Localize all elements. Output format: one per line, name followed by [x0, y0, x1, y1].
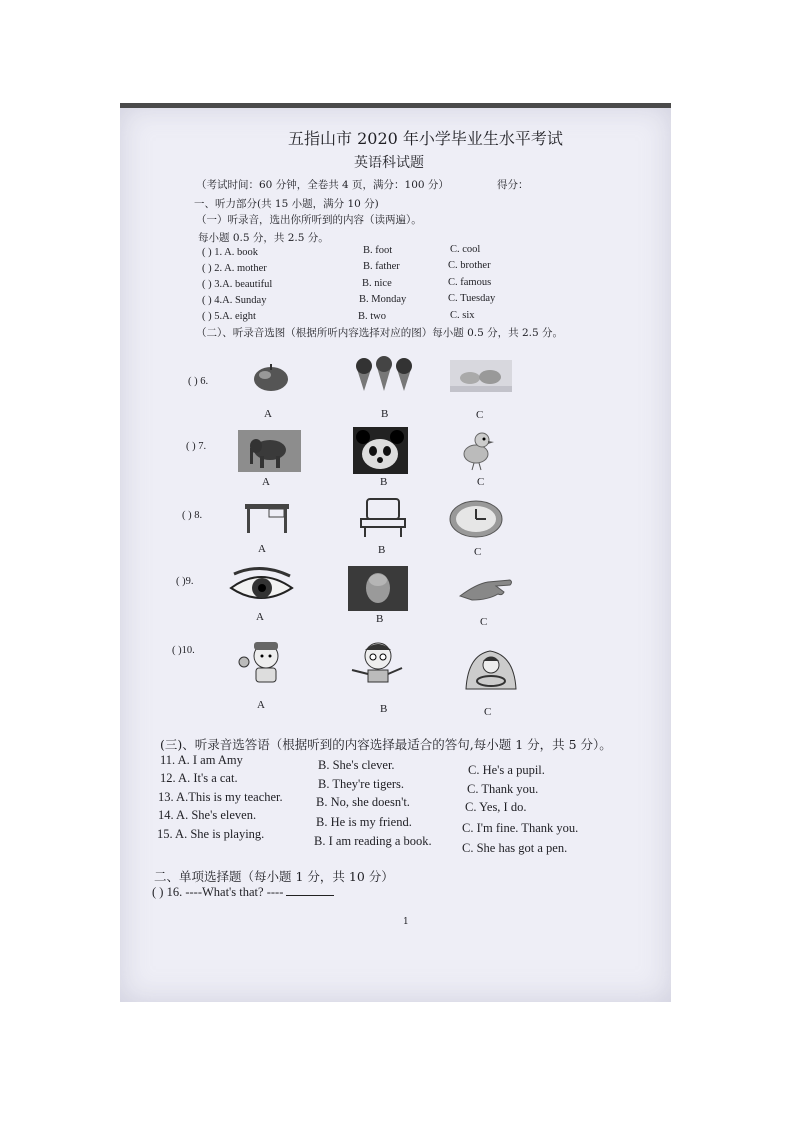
sec3-item-14-a: 14. A. She's eleven.	[158, 808, 257, 822]
q7-label-c: C	[477, 476, 485, 488]
driver-picture	[462, 645, 520, 693]
sec2-title: （二）、听录音选图（根据所听内容选择对应的图）每小题 0.5 分，共 2.5 分。	[196, 327, 563, 339]
score-label: 得分：	[497, 179, 529, 191]
hand-picture	[458, 572, 514, 606]
sec1-item-1-b: B. foot	[363, 245, 393, 256]
bird-picture	[456, 428, 496, 473]
q7-number: ( ) 7.	[186, 441, 207, 452]
panda-picture	[353, 427, 408, 474]
clock-picture	[448, 499, 504, 539]
page-number: 1	[403, 917, 409, 927]
sec3-item-15-b: B. I am reading a book.	[314, 834, 432, 848]
q8-label-c: C	[474, 546, 482, 558]
q6-label-b: B	[381, 408, 389, 420]
q16-answer-blank	[286, 894, 334, 896]
scan-edge	[120, 103, 671, 108]
sec1-item-2-b: B. father	[363, 261, 400, 272]
sec1-item-2-c: C. brother	[448, 260, 491, 271]
sec1-item-2-a: ( ) 2. A. mother	[202, 263, 267, 274]
part2-heading: 二、单项选择题（每小题 1 分，共 10 分）	[154, 869, 394, 884]
sec3-item-14-b: B. He is my friend.	[316, 815, 412, 829]
q9-label-c: C	[480, 616, 488, 628]
q16-stem: ( ) 16. ----What's that? ----	[152, 885, 284, 899]
cartoon-doctor-picture	[236, 640, 292, 688]
exam-title: 五指山市 2020 年小学毕业生水平考试	[288, 129, 563, 148]
sec3-item-15-a: 15. A. She is playing.	[157, 827, 265, 841]
exam-subtitle: 英语科试题	[354, 155, 424, 171]
sec1-item-4-b: B. Monday	[359, 294, 407, 305]
sec1-item-1-a: ( ) 1. A. book	[202, 247, 258, 258]
sec1-item-5-c: C. six	[450, 310, 475, 321]
q6-label-a: A	[264, 408, 272, 420]
chair-picture	[357, 497, 409, 539]
q8-label-b: B	[378, 544, 386, 556]
part1-heading: 一、听力部分(共 15 小题，满分 10 分)	[194, 198, 379, 210]
sec1-item-3-c: C. famous	[448, 277, 492, 288]
q6-label-c: C	[476, 409, 484, 421]
q9-number: ( )9.	[176, 576, 194, 587]
animals-picture	[450, 360, 512, 392]
head-picture	[348, 566, 408, 611]
sec3-item-11-c: C. He's a pupil.	[468, 763, 545, 777]
q16-text	[152, 885, 334, 900]
q10-label-a: A	[257, 699, 265, 711]
elephant-picture	[238, 430, 301, 472]
exam-info: （考试时间：60 分钟，全卷共 4 页，满分：100 分）	[196, 179, 449, 191]
sec3-item-11-b: B. She's clever.	[318, 758, 395, 772]
sec1-item-5-a: ( ) 5.A. eight	[202, 311, 256, 322]
sec3-item-11-a: 11. A. I am Amy	[160, 753, 243, 767]
sec1-item-3-a: ( ) 3.A. beautiful	[202, 279, 273, 290]
sec1-item-3-b: B. nice	[362, 278, 392, 289]
sec1-item-4-a: ( ) 4.A. Sunday	[202, 295, 267, 306]
sec3-item-13-c: C. Yes, I do.	[465, 800, 527, 814]
q9-label-b: B	[376, 613, 384, 625]
sec3-item-13-b: B. No, she doesn't.	[316, 795, 410, 809]
sec3-item-12-b: B. They're tigers.	[318, 777, 405, 791]
sec3-item-15-c: C. She has got a pen.	[462, 841, 568, 855]
sec1-item-1-c: C. cool	[450, 244, 481, 255]
cartoon-boy-picture	[346, 640, 408, 690]
eye-picture	[228, 566, 295, 608]
q10-label-b: B	[380, 703, 388, 715]
q10-label-c: C	[484, 706, 492, 718]
sec1-title: （一）听录音，选出你所听到的内容（读两遍）。	[196, 214, 422, 226]
sec3-item-12-a: 12. A. It's a cat.	[160, 771, 238, 785]
sec1-item-4-c: C. Tuesday	[448, 293, 496, 304]
q10-number: ( )10.	[172, 645, 195, 656]
q8-label-a: A	[258, 543, 266, 555]
q9-label-a: A	[256, 611, 264, 623]
sec3-item-14-c: C. I'm fine. Thank you.	[462, 821, 579, 835]
q8-number: ( ) 8.	[182, 510, 203, 521]
ice-cream-picture	[349, 355, 419, 395]
desk-picture	[243, 501, 291, 535]
q7-label-a: A	[262, 476, 270, 488]
q6-number: ( ) 6.	[188, 376, 209, 387]
sec3-item-12-c: C. Thank you.	[467, 782, 539, 796]
sec1-item-5-b: B. two	[358, 311, 387, 322]
sec3-title: (三)、听录音选答语（根据听到的内容选择最适合的答句,每小题 1 分，共 5 分）。	[160, 737, 612, 752]
apple-picture	[251, 362, 291, 392]
sec3-item-13-a: 13. A.This is my teacher.	[158, 790, 283, 804]
q7-label-b: B	[380, 476, 388, 488]
sec1-score: 每小题 0.5 分，共 2.5 分。	[198, 232, 329, 244]
